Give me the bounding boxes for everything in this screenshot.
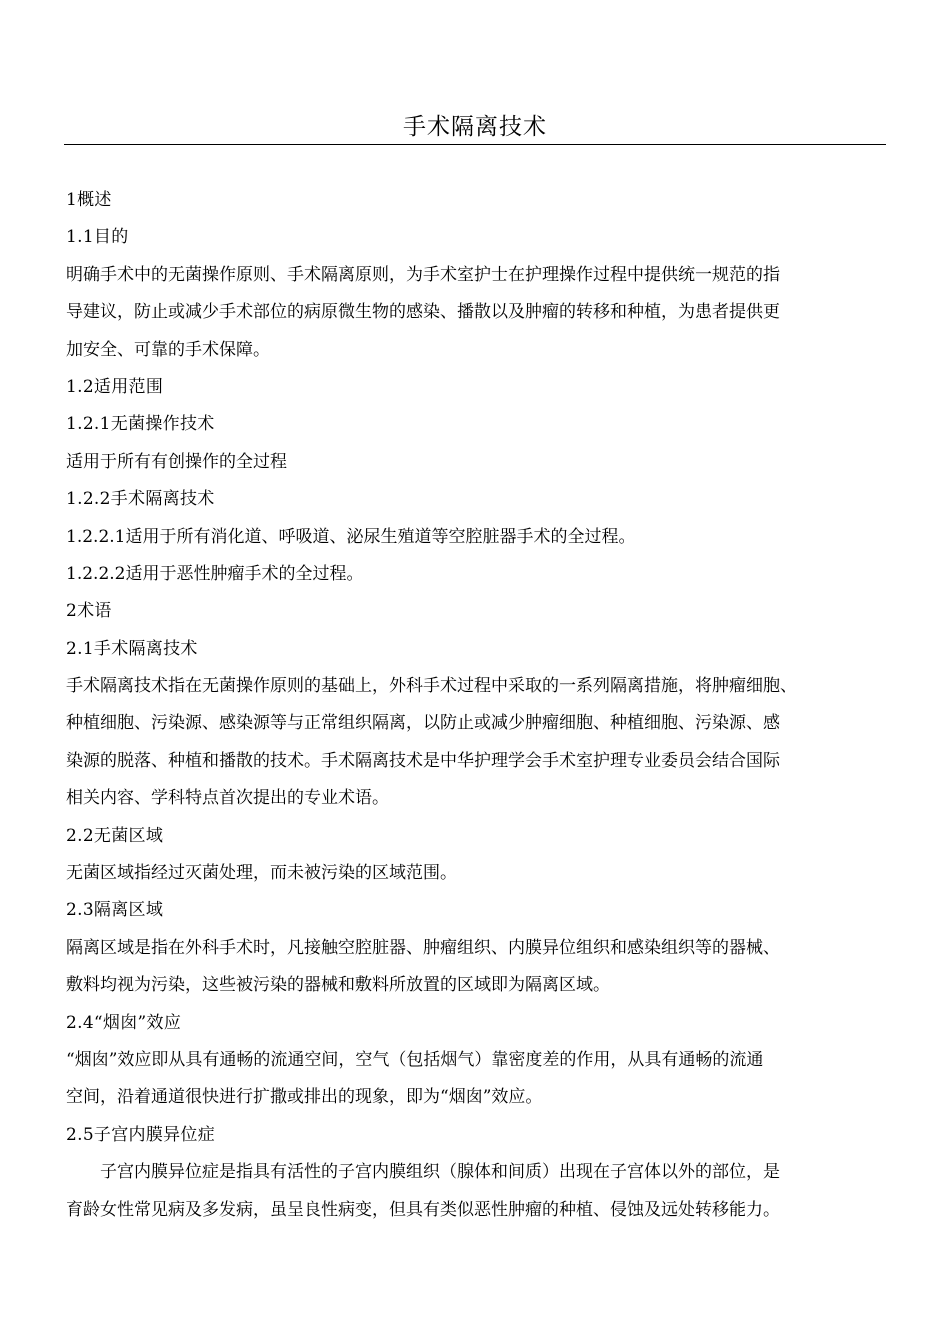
section-heading: 1.2.1无菌操作技术: [66, 414, 215, 435]
section-heading: 2.4“烟囱”效应: [66, 1012, 182, 1033]
paragraph-line: “烟囱”效应即从具有通畅的流通空间，空气（包括烟气）靠密度差的作用，从具有通畅的流通: [66, 1049, 764, 1070]
section-heading: 1.2适用范围: [66, 376, 164, 397]
paragraph-line: 相关内容、学科特点首次提出的专业术语。: [66, 788, 389, 809]
paragraph-line: 1.2.2.1适用于所有消化道、呼吸道、泌尿生殖道等空腔脏器手术的全过程。: [66, 526, 636, 547]
section-heading: 1.2.2手术隔离技术: [66, 489, 215, 510]
section-heading: 2.1手术隔离技术: [66, 638, 198, 659]
section-heading: 1.1目的: [66, 227, 129, 248]
paragraph-line: 导建议，防止或减少手术部位的病原微生物的感染、播散以及肿瘤的转移和种植，为患者提供更: [66, 302, 780, 323]
paragraph-line: 明确手术中的无菌操作原则、手术隔离原则，为手术室护士在护理操作过程中提供统一规范的指: [66, 264, 780, 285]
paragraph-line: 种植细胞、污染源、感染源等与正常组织隔离，以防止或减少肿瘤细胞、种植细胞、污染源、感: [66, 713, 780, 734]
paragraph-line: 敷料均视为污染，这些被污染的器械和敷料所放置的区域即为隔离区域。: [66, 975, 610, 996]
paragraph-line: 1.2.2.2适用于恶性肿瘤手术的全过程。: [66, 563, 364, 584]
paragraph-line: 加安全、可靠的手术保障。: [66, 339, 270, 360]
section-heading: 2.2无菌区域: [66, 825, 164, 846]
section-heading: 1概述: [66, 190, 112, 210]
paragraph-line: 隔离区域是指在外科手术时，凡接触空腔脏器、肿瘤组织、内膜异位组织和感染组织等的器械、: [66, 937, 780, 958]
section-heading: 2.3隔离区域: [66, 900, 164, 921]
paragraph-line: 无菌区域指经过灭菌处理，而未被污染的区域范围。: [66, 863, 457, 884]
paragraph-line: 育龄女性常见病及多发病，虽呈良性病变，但具有类似恶性肿瘤的种植、侵蚀及远处转移能力。: [66, 1199, 780, 1220]
paragraph-line: 手术隔离技术指在无菌操作原则的基础上，外科手术过程中采取的一系列隔离措施，将肿瘤细胞、: [66, 676, 797, 697]
document-body: [66, 186, 888, 1233]
paragraph-line: 空间，沿着通道很快进行扩撒或排出的现象，即为“烟囱”效应。: [66, 1087, 543, 1108]
page-title: 手术隔离技术: [403, 114, 547, 140]
section-heading: 2.5子宫内膜异位症: [66, 1124, 216, 1145]
paragraph-line: 染源的脱落、种植和播散的技术。手术隔离技术是中华护理学会手术室护理专业委员会结合国际: [66, 750, 780, 771]
section-heading: 2术语: [66, 601, 112, 622]
paragraph-line: 适用于所有有创操作的全过程: [66, 451, 287, 472]
paragraph-line: 子宫内膜异位症是指具有活性的子宫内膜组织（腺体和间质）出现在子宫体以外的部位，是: [100, 1162, 780, 1183]
title-underline: [64, 144, 886, 145]
